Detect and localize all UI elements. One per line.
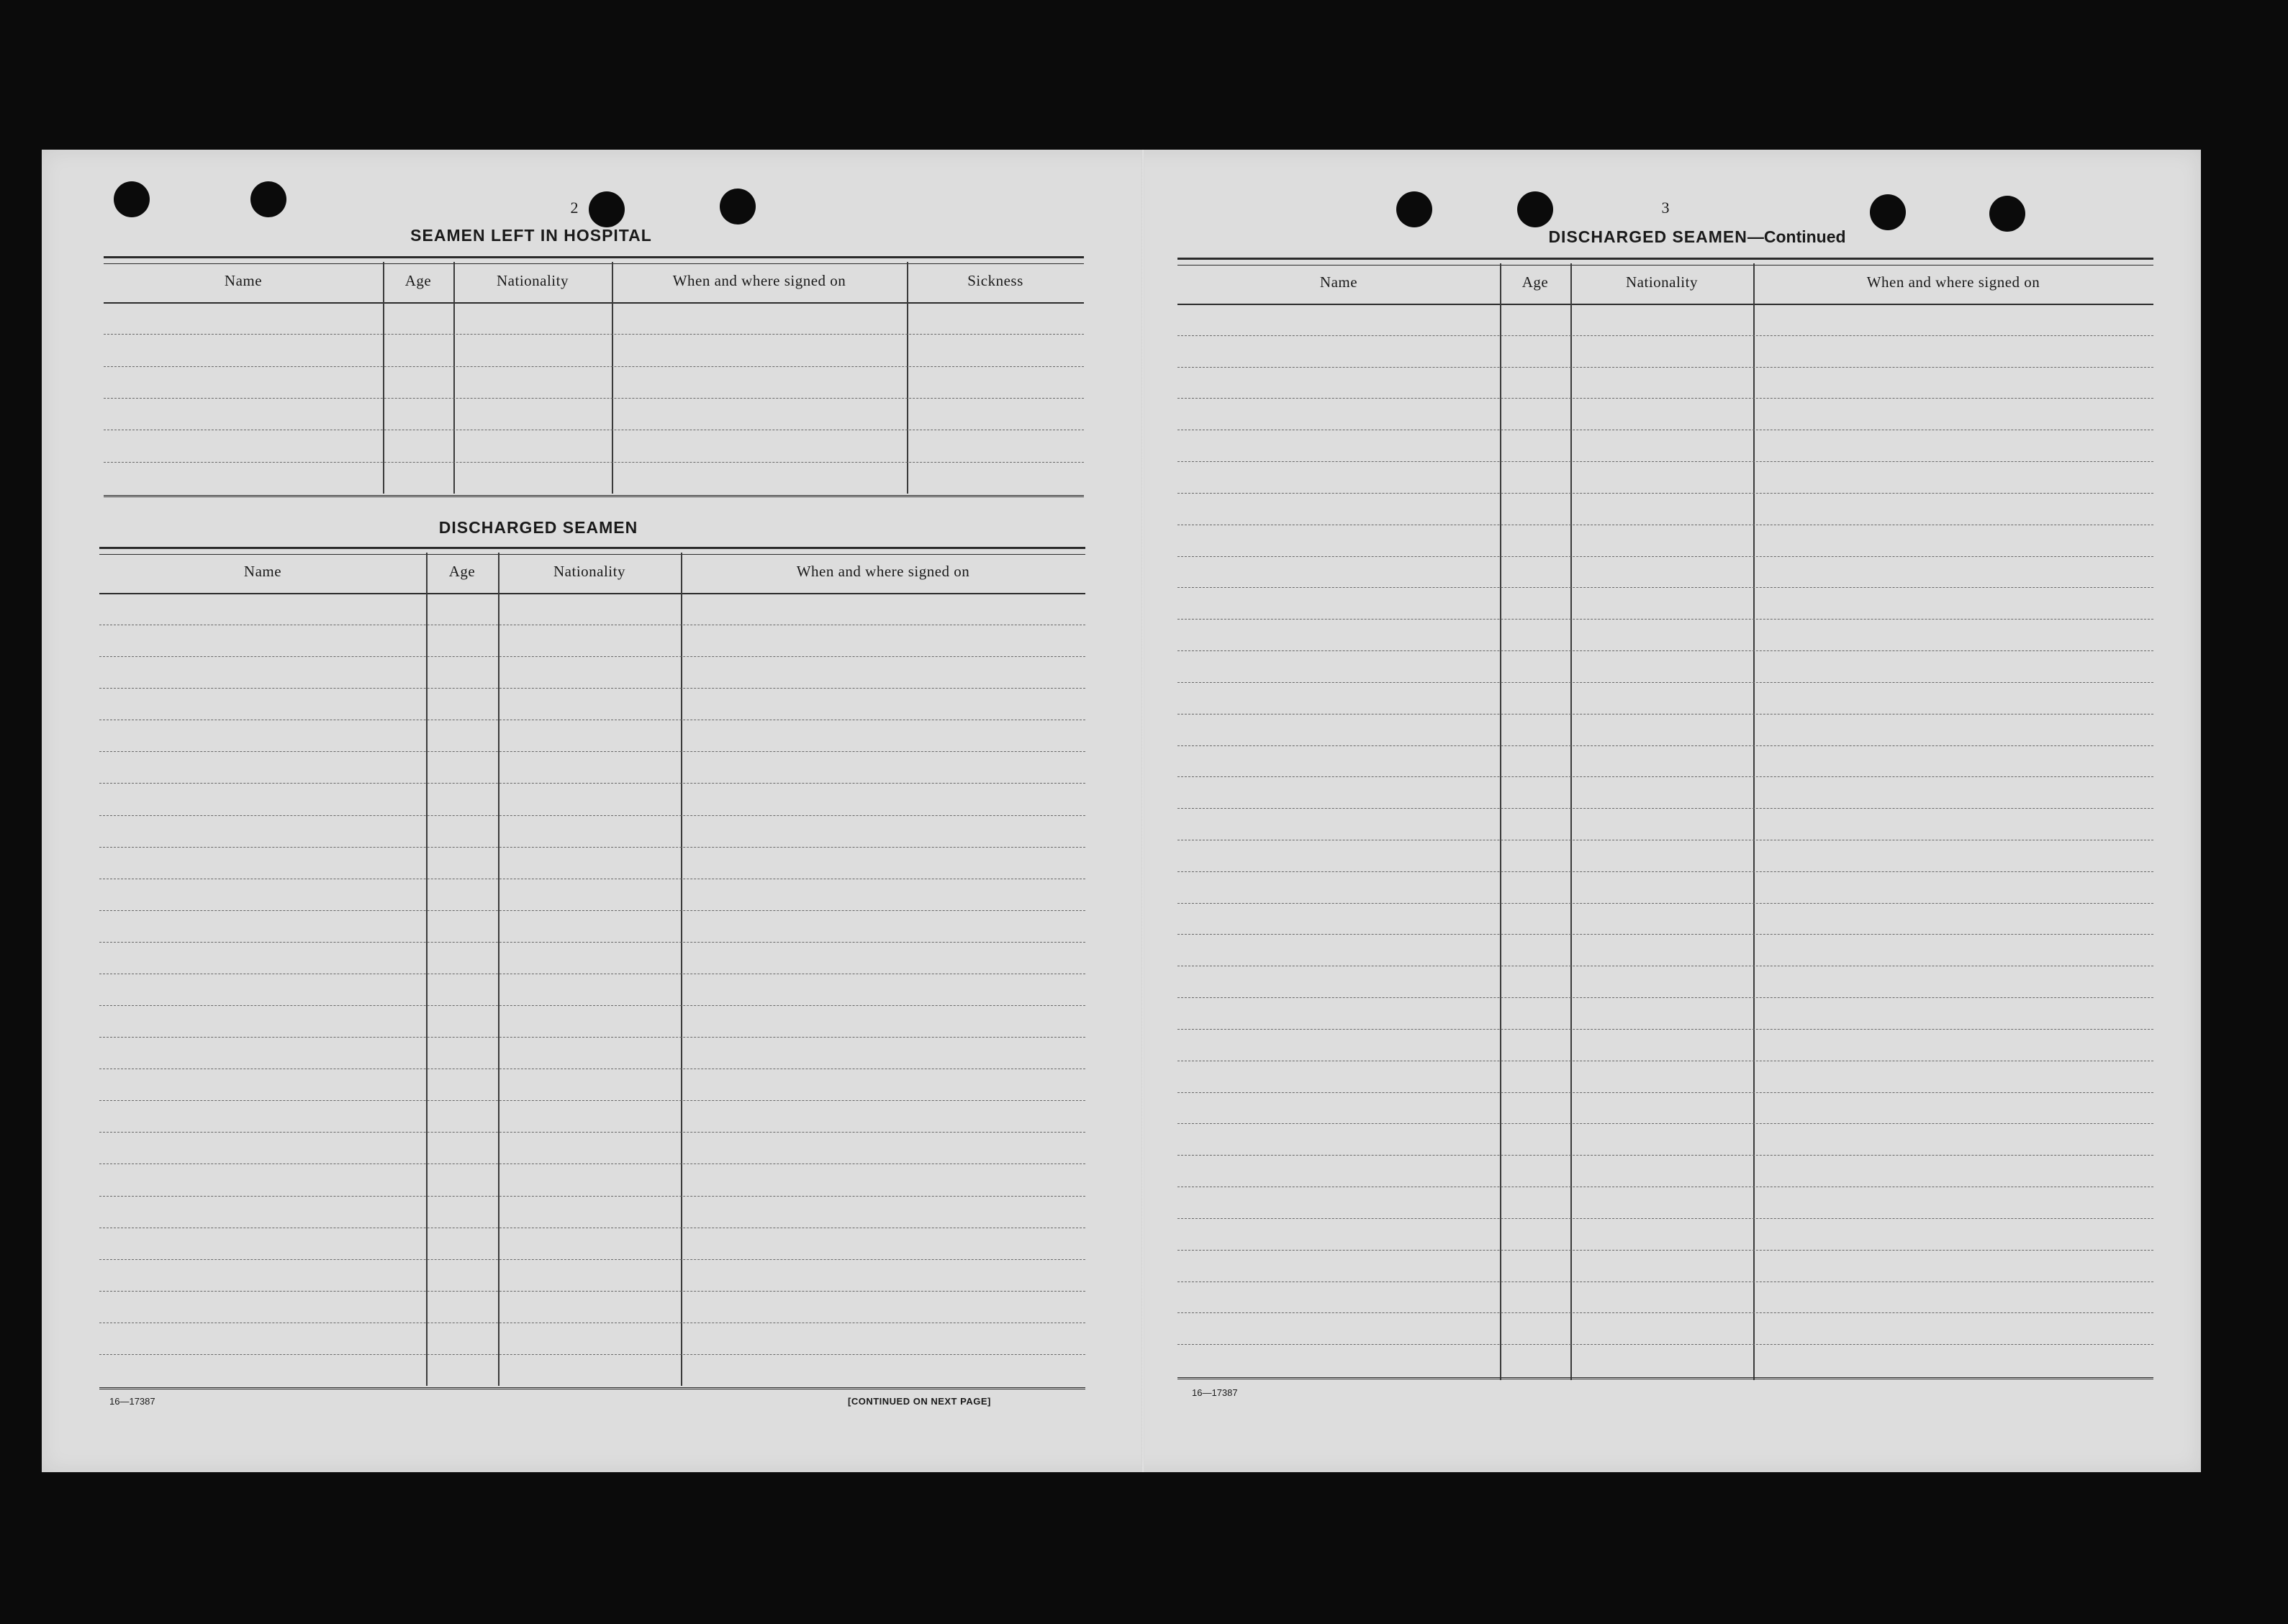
column-header-when-where: When and where signed on [1866, 273, 2040, 291]
column-divider [426, 553, 428, 1386]
continued-note: [CONTINUED ON NEXT PAGE] [848, 1396, 991, 1407]
table-row [99, 910, 1085, 911]
form-number-right: 16—17387 [1192, 1387, 1238, 1398]
table-row [104, 398, 1084, 399]
table-row [1177, 745, 2153, 746]
table-row [99, 942, 1085, 943]
table-row [1177, 871, 2153, 872]
table-row [104, 334, 1084, 335]
document-sheet [42, 150, 2201, 1472]
section-title-discharged-continued [1409, 227, 1985, 247]
table-row [1177, 776, 2153, 777]
table-row [1177, 714, 2153, 715]
column-header-name: Name [1319, 273, 1358, 291]
header-rule [1177, 304, 2153, 305]
column-header-when-where: When and where signed on [796, 562, 970, 580]
hospital-table [104, 256, 1084, 501]
column-divider [383, 262, 384, 494]
table-bottom-rule [99, 1387, 1085, 1392]
table-row [99, 1037, 1085, 1038]
table-row [1177, 1312, 2153, 1313]
column-divider [612, 262, 613, 494]
header-rule [104, 302, 1084, 304]
table-row [1177, 808, 2153, 809]
table-row [99, 1132, 1085, 1133]
table-row [1177, 1250, 2153, 1251]
column-header-name: Name [243, 562, 282, 580]
table-bottom-rule [104, 495, 1084, 500]
table-bottom-rule [1177, 1377, 2153, 1382]
table-row [1177, 367, 2153, 368]
table-row [1177, 461, 2153, 462]
table-row [99, 1005, 1085, 1006]
column-divider [1753, 263, 1755, 1380]
table-row [99, 1163, 1085, 1164]
table-row [99, 1354, 1085, 1355]
table-row [1177, 619, 2153, 620]
section-title-discharged: DISCHARGED SEAMEN [438, 518, 638, 537]
column-divider [907, 262, 908, 494]
table-row [99, 688, 1085, 689]
table-row [1177, 587, 2153, 588]
column-header-nationality: Nationality [1626, 273, 1698, 291]
table-row [104, 462, 1084, 463]
table-row [1177, 1092, 2153, 1093]
column-header-nationality: Nationality [553, 562, 625, 580]
table-row [1177, 682, 2153, 683]
column-header-when-where: When and where signed on [672, 271, 846, 289]
column-header-age: Age [1521, 273, 1549, 291]
table-row [1177, 1155, 2153, 1156]
punch-hole [250, 181, 286, 217]
table-row [99, 783, 1085, 784]
table-row [1177, 1218, 2153, 1219]
table-row [99, 815, 1085, 816]
column-divider [1570, 263, 1572, 1380]
table-row [1177, 997, 2153, 998]
table-row [99, 1259, 1085, 1260]
column-header-age: Age [448, 562, 476, 580]
discharged-table-right [1177, 258, 2153, 1380]
table-row [99, 656, 1085, 657]
discharged-table-left [99, 547, 1085, 1410]
table-row [1177, 903, 2153, 904]
table-row [1177, 1123, 2153, 1124]
column-divider [498, 553, 499, 1386]
title-continued: —Continued [1747, 227, 1846, 246]
table-row [1177, 1344, 2153, 1345]
table-row [1177, 556, 2153, 557]
column-header-sickness: Sickness [967, 271, 1023, 289]
punch-hole [1396, 191, 1432, 227]
column-divider [1500, 263, 1501, 1380]
table-row [99, 1291, 1085, 1292]
column-header-age: Age [404, 271, 432, 289]
column-header-name: Name [224, 271, 263, 289]
table-row [1177, 934, 2153, 935]
table-row [1177, 493, 2153, 494]
page-number-right: 3 [1661, 199, 1670, 217]
punch-hole [1517, 191, 1553, 227]
table-row [99, 847, 1085, 848]
header-rule [99, 593, 1085, 594]
column-divider [453, 262, 455, 494]
table-row [1177, 1029, 2153, 1030]
table-row [1177, 1281, 2153, 1282]
table-row [104, 366, 1084, 367]
title-main: DISCHARGED SEAMEN [1548, 227, 1747, 246]
column-divider [681, 553, 682, 1386]
punch-hole [1989, 196, 2025, 232]
page-number-left: 2 [570, 199, 579, 217]
punch-hole [114, 181, 150, 217]
table-row [1177, 398, 2153, 399]
section-title-hospital: SEAMEN LEFT IN HOSPITAL [410, 226, 652, 245]
punch-hole [720, 189, 756, 224]
table-row [99, 1196, 1085, 1197]
table-row [99, 1100, 1085, 1101]
form-number-left: 16—17387 [109, 1396, 155, 1407]
table-row [1177, 335, 2153, 336]
column-header-nationality: Nationality [497, 271, 569, 289]
page-fold [1141, 150, 1144, 1472]
punch-hole [1870, 194, 1906, 230]
table-row [99, 751, 1085, 752]
table-row [1177, 650, 2153, 651]
